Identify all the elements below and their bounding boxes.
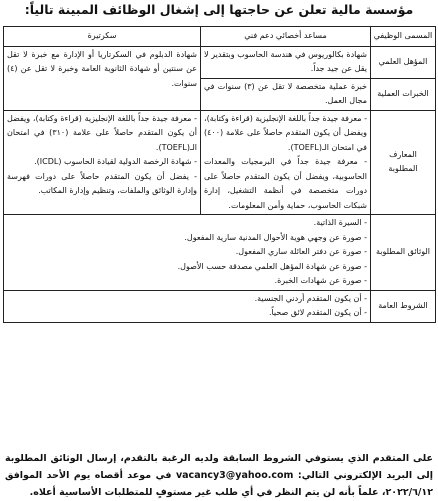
secretary-knowledge-item: - شهادة الرخصة الدولية لقيادة الحاسوب (ICDL). — [34, 157, 197, 166]
assistant-qualification: شهادة بكالوريوس في هندسة الحاسوب وبتقدير لا يقل عن جيد جداً. — [201, 46, 371, 78]
table-header-row — [4, 27, 436, 47]
email-address: vacancy3@yahoo.com — [175, 470, 294, 481]
document-item: - صورة عن شهادات الخبرة. — [274, 276, 367, 285]
general-condition-item: - أن يكون المتقدم لائق صحياً. — [268, 308, 367, 317]
general-condition-item: - أن يكون المتقدم أردني الجنسية. — [254, 293, 367, 303]
label-qualification: المؤهل العلمي — [371, 46, 436, 78]
instructions-deadline: في موعد أقصاه يوم الأحد الموافق ٢٠٢٢/٦/١٢، علماً بأنه لن يتم النظر في أي طلب غير مستوفٍ للمتطلبات الأساسية أعلاه. — [5, 470, 433, 498]
assistant-knowledge — [201, 110, 371, 215]
jobs-table — [3, 26, 436, 323]
documents-list — [4, 215, 371, 291]
instructions-text: على المتقدم الذي يستوفي الشروط السابقة ولديه الرغبة بالتقدم، إرسال الوثائق المطلوبة إلى البريد الإلكتروني التالي: — [5, 453, 434, 481]
row-knowledge — [4, 110, 436, 215]
assistant-experience: خبرة عملية متخصصة لا تقل عن (٣) سنوات في مجال العمل. — [201, 78, 371, 110]
application-instructions — [5, 450, 433, 501]
document-item: - صورة عن دفتر العائلة ساري المفعول. — [235, 247, 367, 256]
row-general — [4, 290, 436, 322]
secretary-knowledge-item: - يفضل أن يكون المتقدم حاصلاً على دورات فهرسة وإدارة الوثائق والملفات، وتنظيم وإدارة المكاتب. — [7, 171, 197, 195]
secretary-knowledge-item: - معرفة جيدة جداً باللغة الإنجليزية (قراءة وكتابة)، ويفضل أن يكون المتقدم حاصلاً على علامة (٣١٠) في امتحان الـ(TOEFL). — [7, 113, 197, 152]
label-general: الشروط العامة — [371, 290, 436, 322]
general-conditions-list — [4, 290, 371, 322]
secretary-knowledge — [4, 110, 201, 215]
document-item: - السيرة الذاتية. — [313, 218, 367, 227]
assistant-knowledge-item: - معرفة جيدة جداً في البرمجيات والمعدات الحاسوبية، ويفضل أن يكون المتقدم حاصلاً على دورات متخصصة في أنظمة التشغيل، إدارة شبكات الحاسوب، حماية وأمن المعلومات. — [204, 157, 367, 210]
header-secretary: سكرتيرة — [4, 27, 201, 47]
header-job-title: المسمى الوظيفي — [371, 27, 436, 47]
ad-title: مؤسسة مالية تعلن عن حاجتها إلى إشغال الوظائف المبينة تالياً: — [24, 2, 414, 17]
row-qualification — [4, 46, 436, 78]
document-item: - صورة عن وجهي هوية الأحوال المدنية سارية المفعول. — [184, 232, 367, 242]
secretary-qualification: شهادة الدبلوم في السكرتاريا أو الإدارة مع خبرة لا تقل عن سنتين أو شهادة الثانوية العامة وخبرة لا تقل عن (٤) سنوات. — [4, 46, 201, 110]
assistant-knowledge-item: - معرفة جيدة جداً باللغة الإنجليزية (قراءة وكتابة)، ويفضل أن يكون المتقدم حاصلاً على علامة (٤٠٠) في امتحان الـ(TOEFL). — [204, 113, 367, 152]
label-knowledge: المعارف المطلوبة — [371, 110, 436, 215]
document-item: - صورة عن شهادة المؤهل العلمي مصدقة حسب الأصول. — [177, 261, 367, 271]
header-assistant: مساعد أخصائي دعم فني — [201, 27, 371, 47]
label-documents: الوثائق المطلوبة — [371, 215, 436, 291]
row-documents — [4, 215, 436, 291]
label-experience: الخبرات العملية — [371, 78, 436, 110]
